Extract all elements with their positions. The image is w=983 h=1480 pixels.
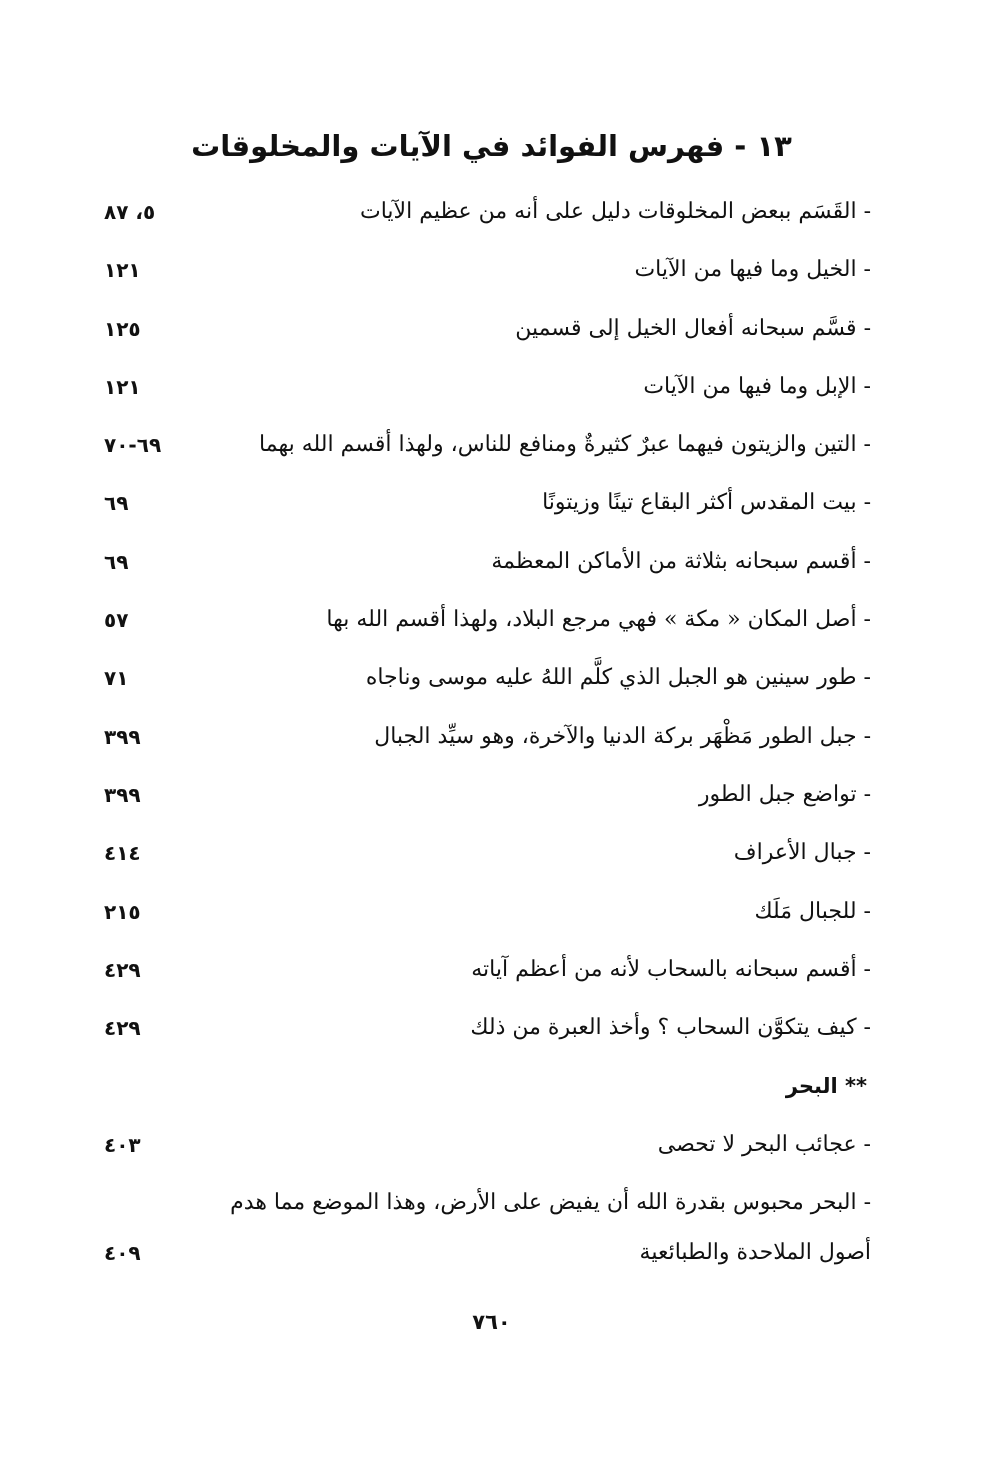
entry-text: - طور سينين هو الجبل الذي كلَّم اللهُ عليه موسى وناجاه xyxy=(365,665,871,691)
entry-page-ref: ٣٩٩ xyxy=(104,782,141,807)
entry-page-ref: ٤٢٩ xyxy=(104,957,141,982)
entry-text: - أقسم سبحانه بثلاثة من الأماكن المعظمة xyxy=(491,548,871,574)
index-entry xyxy=(0,715,983,773)
entry-page-ref: ٦٩ xyxy=(104,549,129,574)
section-heading-row xyxy=(0,1064,983,1122)
entry-text: - كيف يتكوَّن السحاب ؟ وأخذ العبرة من ذلك xyxy=(470,1015,871,1041)
section-heading: ** البحر xyxy=(785,1074,867,1099)
index-entry xyxy=(0,481,983,539)
entry-text: - للجبال مَلَك xyxy=(754,898,871,924)
entry-text: - قسَّم سبحانه أفعال الخيل إلى قسمين xyxy=(515,315,871,341)
index-entry xyxy=(0,1181,983,1231)
index-entries xyxy=(0,190,983,1289)
entry-text: - البحر محبوس بقدرة الله أن يفيض على الأرض، وهذا الموضع مما هدم xyxy=(230,1190,871,1216)
entry-page-ref: ٣٩٩ xyxy=(104,724,141,749)
entry-text: - القَسَم ببعض المخلوقات دليل على أنه من عظيم الآيات xyxy=(360,199,871,224)
index-entry xyxy=(0,307,983,365)
entry-text: - عجائب البحر لا تحصى xyxy=(657,1131,871,1157)
index-entry xyxy=(0,365,983,423)
entry-page-ref: ٥٧ xyxy=(104,608,129,633)
entry-text: - بيت المقدس أكثر البقاع تينًا وزيتونًا xyxy=(542,490,871,516)
entry-page-ref: ٥، ٨٧ xyxy=(104,200,156,224)
entry-page-ref: ٤١٤ xyxy=(104,841,141,866)
index-entry xyxy=(0,540,983,598)
entry-page-ref: ٧١ xyxy=(104,666,129,691)
entry-page-ref: ٦٩ xyxy=(104,491,129,516)
page-number: ٧٦٠ xyxy=(472,1310,511,1334)
entry-text: - التين والزيتون فيهما عبرٌ كثيرةٌ ومنافع للناس، ولهذا أقسم الله بهما xyxy=(259,432,871,458)
index-entry xyxy=(0,773,983,831)
index-title: ١٣ - فهرس الفوائد في الآيات والمخلوقات xyxy=(191,129,792,163)
entry-page-ref: ١٢١ xyxy=(104,258,141,283)
entry-text: - الإبل وما فيها من الآيات xyxy=(643,373,871,399)
entry-page-ref: ١٢٥ xyxy=(104,316,141,341)
index-entry xyxy=(0,948,983,1006)
index-entry xyxy=(0,598,983,656)
index-entry xyxy=(0,423,983,481)
index-entry xyxy=(0,890,983,948)
entry-text: - جبال الأعراف xyxy=(733,840,871,866)
index-entry xyxy=(0,248,983,306)
entry-text: - تواضع جبل الطور xyxy=(698,781,871,807)
entry-text: - أصل المكان « مكة » فهي مرجع البلاد، ولهذا أقسم الله بها xyxy=(326,607,871,633)
entry-page-ref: ٤٠٩ xyxy=(104,1241,141,1266)
entry-page-ref: ١٢١ xyxy=(104,374,141,399)
entry-text: - أقسم سبحانه بالسحاب لأنه من أعظم آياته xyxy=(471,956,871,982)
entry-text: - الخيل وما فيها من الآيات xyxy=(634,257,871,283)
index-entry xyxy=(0,190,983,248)
index-entry xyxy=(0,831,983,889)
entry-text: - جبل الطور مَظْهَر بركة الدنيا والآخرة، وهو سيِّد الجبال xyxy=(374,723,871,749)
entry-page-ref: ٤٠٣ xyxy=(104,1132,141,1157)
entry-page-ref: ٢١٥ xyxy=(104,899,141,924)
index-entry-continuation xyxy=(0,1231,983,1289)
entry-page-ref: ٤٢٩ xyxy=(104,1016,141,1041)
entry-text: أصول الملاحدة والطبائعية xyxy=(639,1240,871,1266)
entry-page-ref: ٦٩-٧٠ xyxy=(104,433,162,458)
index-entry xyxy=(0,656,983,714)
index-entry xyxy=(0,1123,983,1181)
index-entry xyxy=(0,1006,983,1064)
